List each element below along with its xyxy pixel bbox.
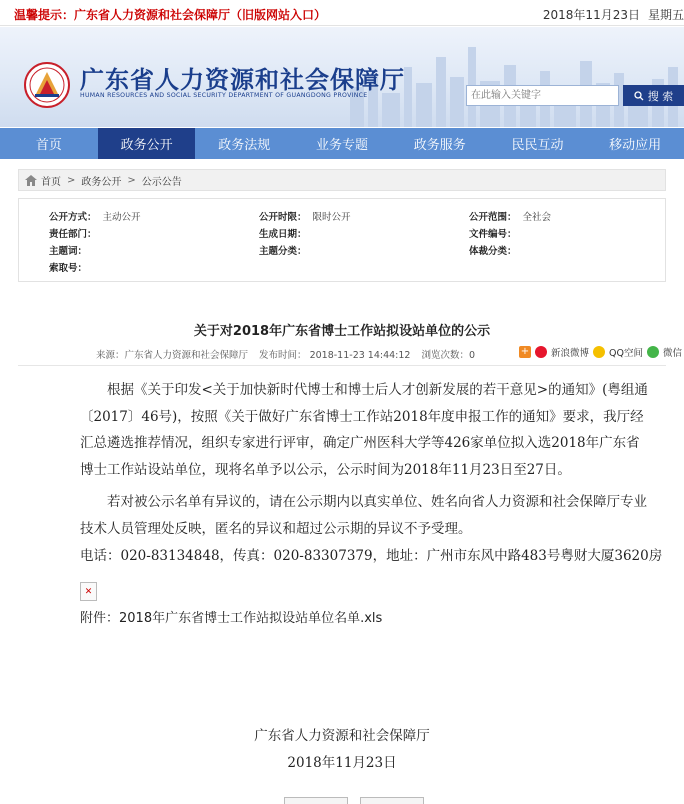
article-views: 浏览次数：0: [421, 350, 476, 361]
breadcrumb-announcements[interactable]: 公示公告: [141, 176, 182, 188]
date-display: [535, 6, 684, 23]
weibo-icon[interactable]: [535, 346, 547, 358]
main-nav: [0, 128, 684, 159]
signature-organization: 广东省人力资源和社会保障厅: [254, 728, 430, 744]
qzone-icon[interactable]: [593, 346, 605, 358]
created-label: 生成日期：: [259, 229, 307, 240]
index-label: 索取号：: [49, 263, 88, 274]
current-date: 2018年11月23日: [542, 8, 640, 22]
share-more-icon[interactable]: +: [520, 346, 530, 357]
site-title: 广东省人力资源和社会保障厅: [80, 66, 405, 94]
breadcrumb-separator: >: [127, 174, 136, 186]
article-title: 关于对2018年广东省博士工作站拟设站单位的公示: [193, 324, 491, 339]
wechat-icon[interactable]: [647, 346, 659, 358]
nav-item-interaction[interactable]: 民民互动: [511, 138, 564, 153]
old-site-link[interactable]: 广东省人力资源和社会保障厅（旧版网站入口）: [74, 8, 327, 22]
docno-label: 文件编号：: [469, 229, 517, 240]
top-notice-bar: [0, 0, 684, 26]
share-weibo-label[interactable]: 新浪微博: [551, 348, 590, 359]
nav-item-mobile[interactable]: 移动应用: [609, 138, 662, 153]
paragraph-1-text: 根据《关于印发<关于加快新时代博士和博士后人才创新发展的若干意见>的通知》(粤组通〔2017〕46号)，按照《关于做好广东省博士工作站2018年度申报工作的通知》要求，我厅经汇总遴选推荐情况，组织专家进行评审，确定广州医科大学等426家单位拟入选2018年广东省博士工作站设站单位，现将名单予以公示，公示时间为2018年11月23日至27日。: [80, 382, 648, 478]
nav-item-topics[interactable]: 业务专题: [316, 138, 369, 153]
open-scope-value: 全社会: [522, 212, 552, 223]
home-icon: [25, 175, 37, 186]
breadcrumb-separator: >: [67, 174, 76, 186]
article-paragraph-3: 电话：020-83134848，传真：020-83307379，地址：广州市东风中路483号粤财大厦3620房: [80, 548, 663, 564]
subject-label: 主题分类：: [259, 246, 307, 257]
share-wechat-label[interactable]: 微信: [662, 348, 682, 359]
paragraph-2-text: 若对被公示名单有异议的，请在公示期内以真实单位、姓名向省人力资源和社会保障厅专业技术人员管理处反映，匿名的异议和超过公示期的异议不予受理。: [80, 494, 647, 537]
current-weekday: 星期五: [647, 8, 684, 22]
notice: [14, 6, 326, 23]
divider: [18, 365, 666, 366]
document-meta: [18, 198, 666, 282]
breadcrumb-government-affairs[interactable]: 政务公开: [81, 176, 122, 188]
breadcrumb-home[interactable]: 首页: [41, 176, 61, 188]
open-mode-value: 主动公开: [102, 212, 141, 223]
notice-label: 温馨提示：: [14, 8, 75, 22]
bottom-button-print[interactable]: [284, 797, 348, 804]
search-input[interactable]: [466, 85, 619, 106]
open-time-label: 公开时限：: [259, 212, 307, 223]
broken-image-icon: ✕: [80, 582, 97, 601]
share-qzone-label[interactable]: QQ空间: [609, 348, 643, 359]
search-button[interactable]: [623, 85, 684, 106]
breadcrumb: [18, 169, 666, 191]
open-time-value: 限时公开: [312, 212, 351, 223]
article-publish-time: 发布时间： 2018-11-23 14:44:12: [259, 350, 411, 361]
site-header: [0, 27, 684, 127]
article-paragraph-2: [80, 489, 652, 542]
dept-label: 责任部门：: [49, 229, 97, 240]
site-subtitle: HUMAN RESOURCES AND SOCIAL SECURITY DEPARTMENT OF GUANGDONG PROVINCE: [80, 92, 368, 99]
topic-label: 主题词：: [49, 246, 88, 257]
nav-item-services[interactable]: 政务服务: [413, 138, 466, 153]
nav-item-home[interactable]: 首页: [35, 138, 62, 153]
signature-date: 2018年11月23日: [287, 755, 397, 771]
search-icon: [634, 91, 644, 101]
genre-label: 体裁分类：: [469, 246, 517, 257]
article-source: 来源：广东省人力资源和社会保障厅: [96, 350, 249, 361]
nav-item-regulations[interactable]: 政务法规: [218, 138, 271, 153]
share-bar: [519, 345, 682, 359]
open-mode-label: 公开方式：: [49, 212, 97, 223]
article-paragraph-1: [80, 377, 652, 483]
article-info: [96, 347, 483, 361]
search-button-label: 搜 索: [647, 89, 674, 103]
open-scope-label: 公开范围：: [469, 212, 517, 223]
nav-item-government-affairs[interactable]: 政务公开: [98, 128, 196, 159]
bottom-button-close[interactable]: [360, 797, 424, 804]
emblem-logo: [24, 62, 70, 108]
attachment-link[interactable]: 附件：2018年广东省博士工作站拟设站单位名单.xls: [80, 611, 383, 626]
